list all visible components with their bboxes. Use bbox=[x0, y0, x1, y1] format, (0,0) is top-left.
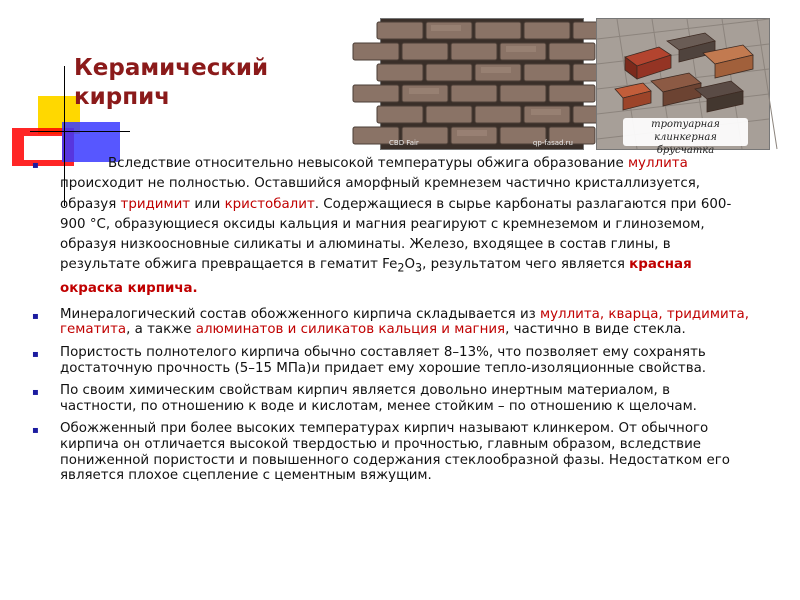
subscript: 3 bbox=[415, 262, 423, 276]
text: O bbox=[404, 257, 416, 273]
text: , а также bbox=[126, 322, 196, 338]
paragraph-3 bbox=[32, 344, 750, 376]
bullet-square-icon: ▪ bbox=[32, 160, 39, 171]
text: , результатом чего является bbox=[422, 257, 630, 273]
bullet-square-icon: ▪ bbox=[32, 310, 39, 322]
caption-line-2: брусчатка bbox=[656, 145, 715, 156]
text: По своим химическим свойствам кирпич является довольно инертным материалом, в частности, по отношению к воде и кислотам, менее стойким – по отношению к щелочам. bbox=[60, 383, 697, 414]
decor-horizontal-line bbox=[30, 131, 130, 132]
title-line-2: кирпич bbox=[74, 84, 170, 110]
watermark-right: qp-fasad.ru bbox=[532, 139, 573, 147]
subscript: 2 bbox=[397, 262, 405, 276]
highlight-tridymite: тридимит bbox=[120, 196, 191, 212]
watermark-left: CBD Fair bbox=[389, 139, 419, 147]
brick-wall-image bbox=[381, 19, 583, 149]
highlight-red-color: красная окраска кирпича. bbox=[60, 257, 692, 297]
highlight-minerals: муллита, кварца, тридимита, гематита bbox=[60, 306, 749, 338]
bullet-square-icon: ▪ bbox=[32, 425, 39, 437]
bullet-square-icon: ▪ bbox=[32, 348, 39, 360]
clinker-paving-photo bbox=[596, 18, 770, 156]
paragraph-1 bbox=[32, 154, 750, 300]
slide-body bbox=[32, 154, 750, 484]
caption-line-1: тротуарная клинкерная bbox=[651, 119, 720, 143]
text: . Содержащиеся в сырье карбонаты разлагаются при 600-900 °С, образующиеся оксиды кальция и магния реагируют с кремнеземом и глиноземом, образуя низкоосновные силикаты и алюминаты. Железо, входящее в состав глины, в результате обжига превращается в гематит Fe bbox=[60, 196, 732, 273]
highlight-cristobalite: кристобалит bbox=[224, 196, 315, 212]
brick-wall-photo bbox=[380, 18, 584, 150]
text: происходит не полностью. Оставшийся аморфный кремнезем частично кристаллизуется, образуя bbox=[60, 176, 701, 212]
bullet-square-icon: ▪ bbox=[32, 387, 39, 399]
paragraph-2 bbox=[32, 306, 750, 338]
text: Пористость полнотелого кирпича обычно составляет 8–13%, что позволяет ему сохранять достаточную прочность (5–15 МПа)и придает ему хорошие тепло-изоляционные свойства. bbox=[60, 344, 707, 376]
clinker-caption bbox=[623, 118, 748, 156]
paragraph-4 bbox=[32, 383, 750, 414]
highlight-aluminates: алюминатов и силикатов кальция и магния bbox=[195, 322, 506, 338]
text: Минералогический состав обожженного кирпича складывается из bbox=[60, 306, 541, 322]
text: или bbox=[190, 196, 225, 212]
highlight-mullite: муллита bbox=[627, 156, 688, 171]
text: , частично в виде стекла. bbox=[505, 322, 686, 338]
slide-title bbox=[74, 54, 334, 112]
paragraph-5 bbox=[32, 421, 750, 484]
title-line-1: Керамический bbox=[74, 55, 269, 81]
text: Обожженный при более высоких температурах кирпич называют клинкером. От обычного кирпича он отличается высокой твердостью и прочностью, главным образом, вследствие пониженной пористости и повышенного содержания стеклообразной фазы. Недостатком его является плохое сцепление с цементным вяжущим. bbox=[60, 421, 730, 484]
text: Вследствие относительно невысокой температуры обжига образование bbox=[108, 156, 628, 171]
decor-white-square bbox=[24, 136, 62, 160]
